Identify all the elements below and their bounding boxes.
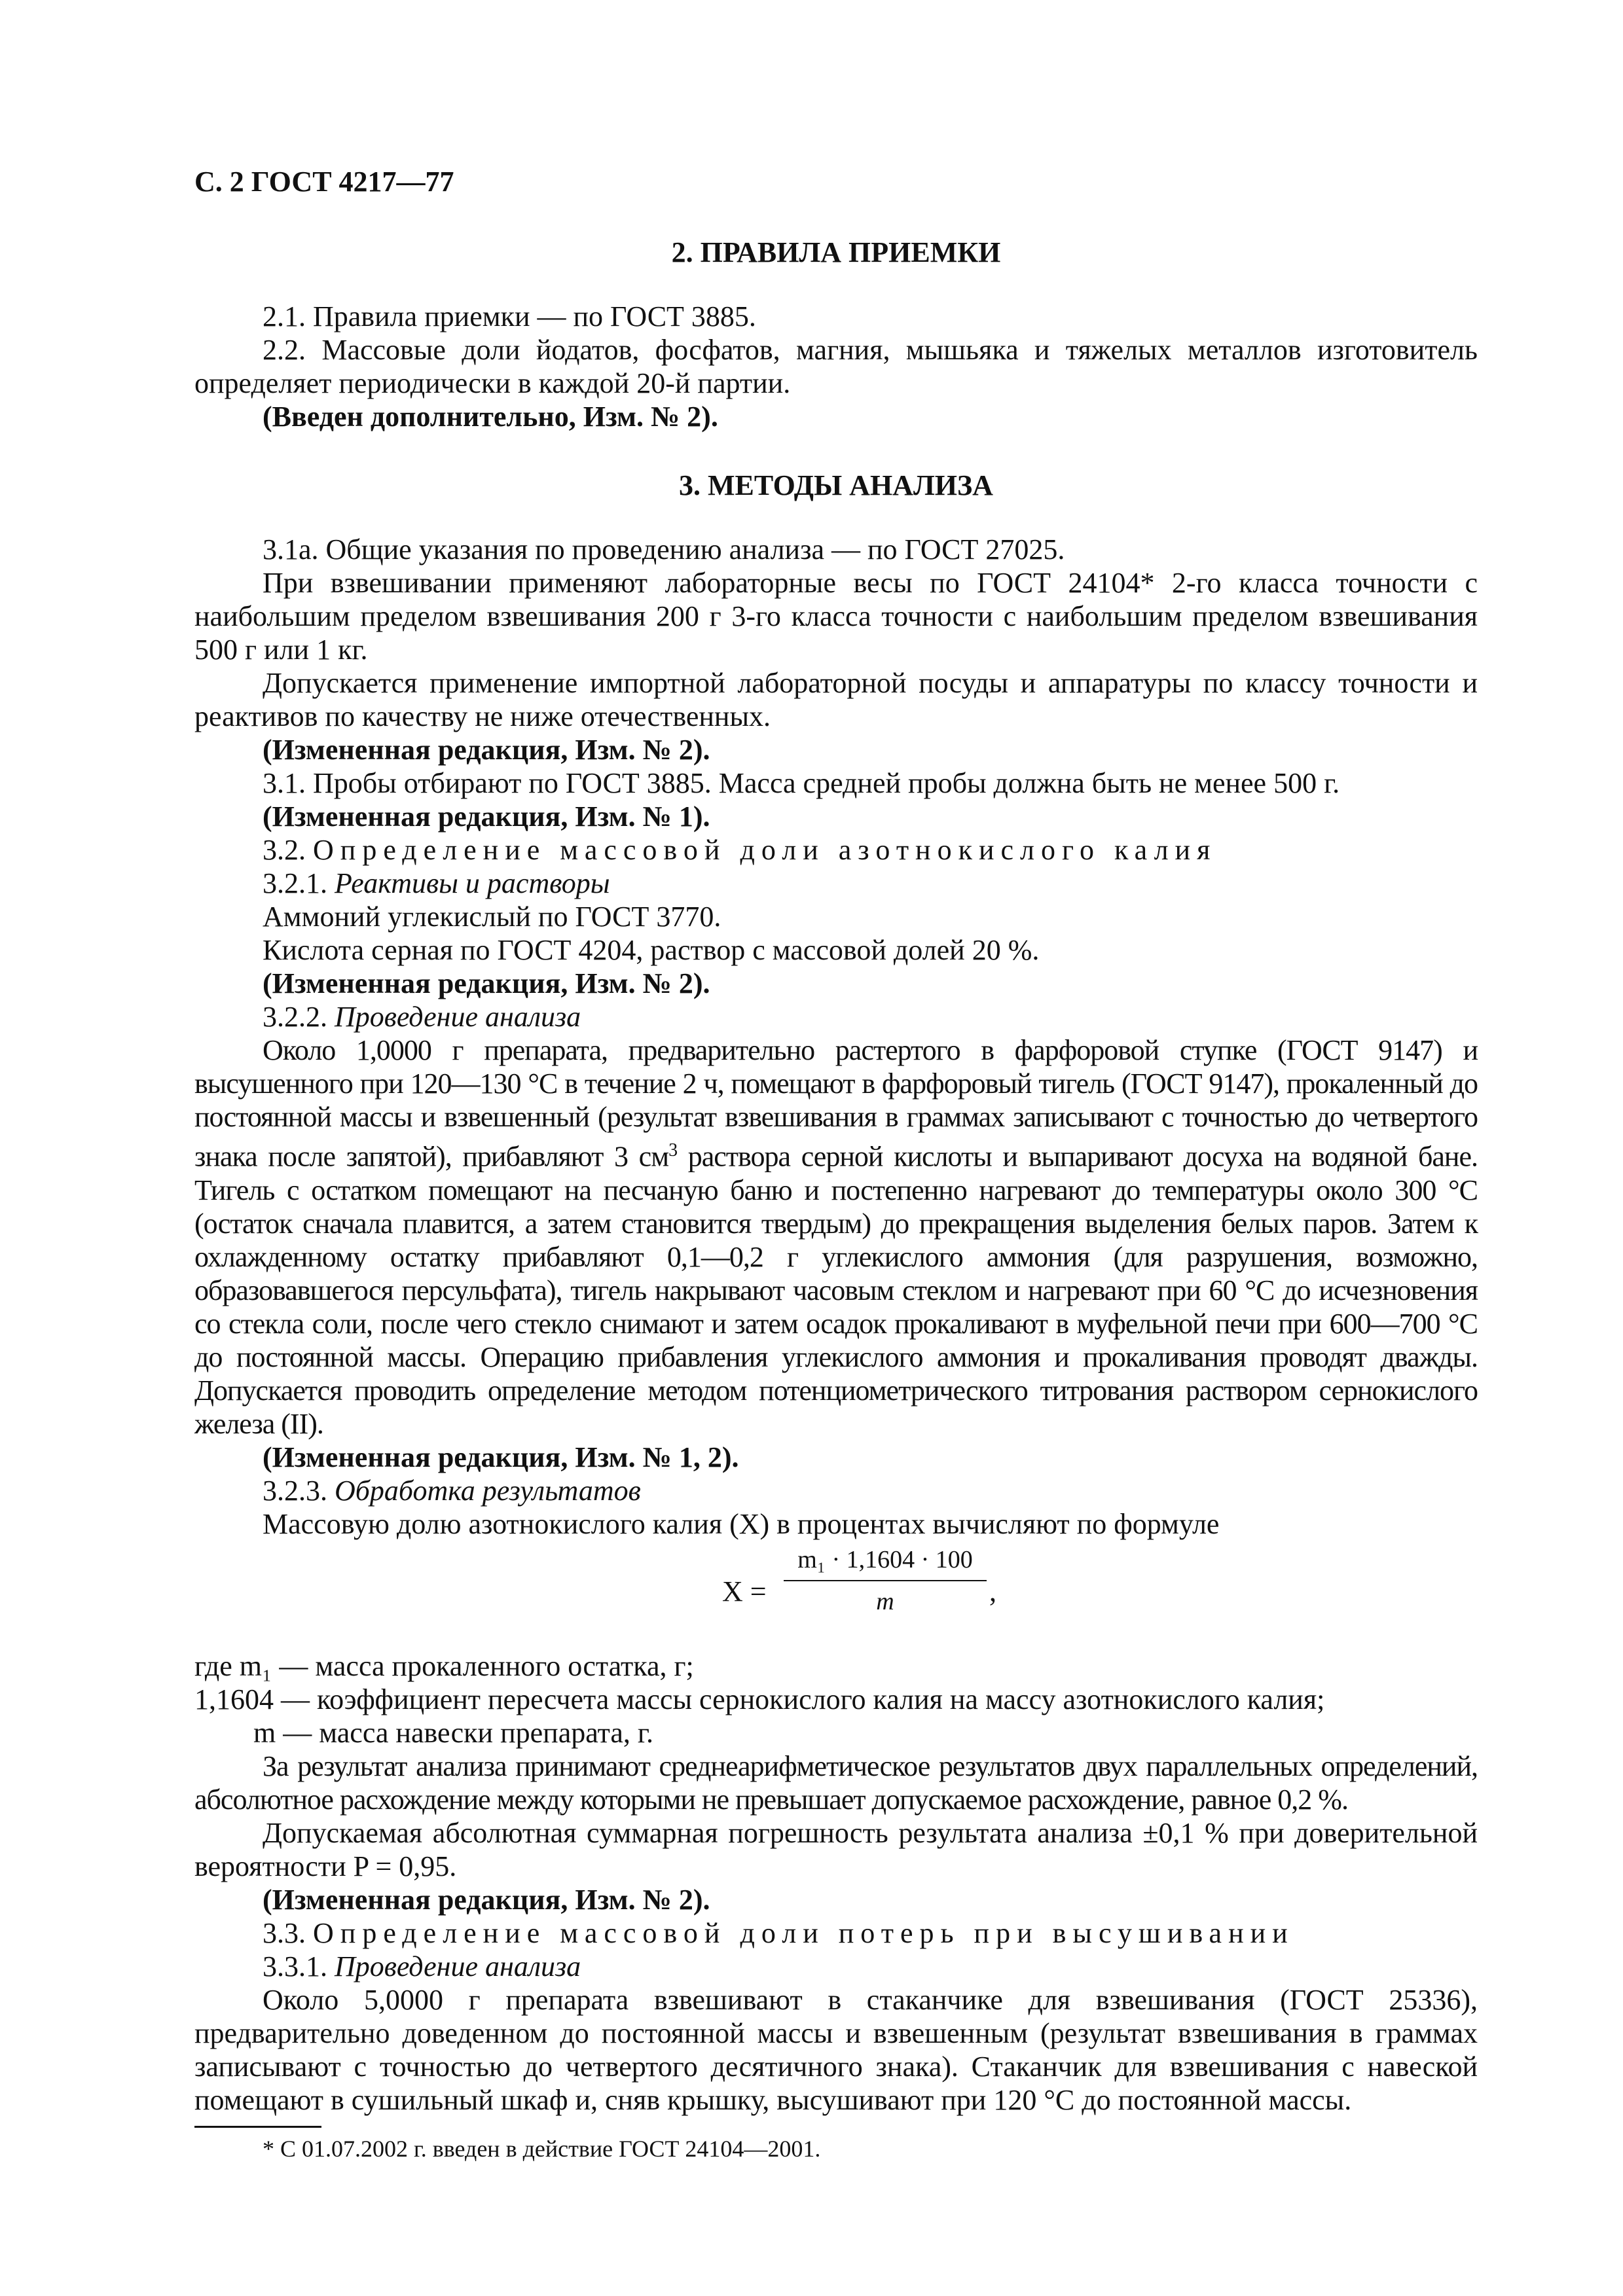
reagent-line: Аммоний углекислый по ГОСТ 3770. (263, 901, 721, 933)
clause-number: 3.2.3. (263, 1474, 327, 1507)
clause-number: 3.2. (263, 834, 306, 866)
clause-title: Обработка результатов (335, 1474, 641, 1507)
where-line: m — масса навески препарата, г. (253, 1716, 654, 1749)
paragraph-3-2-3 (194, 1474, 1478, 1507)
paragraph-procedure (194, 1033, 1478, 1441)
clause-number: 3.2.1. (263, 867, 327, 899)
amendment-note: (Введен дополнительно, Изм. № 2). (263, 401, 718, 433)
clause-number: 3.2.2. (263, 1001, 327, 1033)
clause-title: Определение массовой доли потерь при высушивании (313, 1916, 1294, 1949)
superscript: 3 (668, 1140, 678, 1160)
footnote-rule (194, 2126, 321, 2128)
clause-title: Определение массовой доли азотнокислого калия (313, 834, 1217, 866)
paragraph-3-1: 3.1. Пробы отбирают по ГОСТ 3885. Масса средней пробы должна быть не менее 500 г. (263, 767, 1340, 799)
where-line: где m₁ — масса прокаленного остатка, г; (194, 1649, 694, 1682)
clause-number: 3.3.1. (263, 1950, 327, 1982)
amendment-note: (Измененная редакция, Изм. № 1). (263, 800, 710, 833)
paragraph-3-1a: 3.1а. Общие указания по проведению анализа — по ГОСТ 27025. (263, 533, 1065, 565)
section-3-title: 3. МЕТОДЫ АНАЛИЗА (679, 469, 993, 501)
paragraph-3-2-2 (194, 1000, 1478, 1033)
amendment-note: (Измененная редакция, Изм. № 2). (263, 967, 710, 999)
formula-comma: , (989, 1575, 996, 1607)
where-line: 1,1604 — коэффициент пересчета массы сернокислого калия на массу азотнокислого калия; (194, 1683, 1325, 1715)
formula-numerator: m₁ · 1,1604 · 100 (797, 1545, 973, 1573)
paragraph-3-3 (194, 1916, 1478, 1950)
clause-title: Реактивы и растворы (335, 867, 610, 899)
paragraph-2-1: 2.1. Правила приемки — по ГОСТ 3885. (263, 300, 756, 332)
formula-denominator: m (876, 1587, 894, 1615)
formula-lhs: X = (722, 1575, 767, 1607)
paragraph-3-2 (194, 833, 1478, 867)
formula (194, 1542, 1478, 1647)
clause-number: 3.3. (263, 1916, 306, 1949)
paragraph-2-2: 2.2. Массовые доли йодатов, фосфатов, магния, мышьяка и тяжелых металлов изготовитель определяет периодически в каждой 20-й партии. (194, 334, 1478, 399)
paragraph-weighing: При взвешивании применяют лабораторные весы по ГОСТ 24104* 2-го класса точности с наибольшим пределом взвешивания 200 г 3-го класса точности с наибольшим пределом взвешивания 500 г или 1 кг. (194, 567, 1478, 666)
paragraph-3-3-1 (194, 1950, 1478, 1983)
paragraph-import: Допускается применение импортной лабораторной посуды и аппаратуры по классу точности и реактивов по качеству не ниже отечественных. (194, 667, 1478, 732)
section-2-title: 2. ПРАВИЛА ПРИЕМКИ (671, 236, 1001, 268)
paragraph-drying: Около 5,0000 г препарата взвешивают в стаканчике для взвешивания (ГОСТ 25336), предварительно доведенном до постоянной массы и взвешенным (результат взвешивания в граммах записывают с точностью до четвертого десятичного знака). Стаканчик для взвешивания с навеской помещают в сушильный шкаф и, сняв крышку, высушивают при 120 °С до постоянной массы. (194, 1983, 1478, 2116)
paragraph-result: За результат анализа принимают среднеарифметическое результатов двух параллельных определений, абсолютное расхождение между которыми не превышает допускаемое расхождение, равное 0,2 %. (194, 1749, 1478, 1816)
paragraph-3-2-1 (194, 867, 1478, 900)
procedure-text-b: раствора серной кислоты и выпаривают досуха на водяной бане. Тигель с остатком помещают на песчаную баню и постепенно нагревают до температуры около 300 °С (остаток сначала плавится, а затем становится твердым) до прекращения выделения белых паров. Затем к охлажденному остатку прибавляют 0,1—0,2 г углекислого аммония (для разрушения, возможно, образовавшегося персульфата), тигель накрывают часовым стеклом и нагревают при 60 °С до исчезновения со стекла соли, после чего стекло снимают и затем осадок прокаливают в муфельной печи при 600—700 °С до постоянной массы. Операцию прибавления углекислого аммония и прокаливания проводят дважды. Допускается проводить определение методом потенциометрического титрования раствором сернокислого железа (II). (194, 1140, 1478, 1440)
paragraph-error: Допускаемая абсолютная суммарная погрешность результата анализа ±0,1 % при доверительной вероятности P = 0,95. (194, 1816, 1478, 1882)
clause-title: Проведение анализа (335, 1950, 581, 1982)
formula-fraction (784, 1542, 987, 1619)
clause-title: Проведение анализа (335, 1001, 581, 1033)
document-page (194, 164, 1478, 2163)
formula-intro: Массовую долю азотнокислого калия (X) в процентах вычисляют по формуле (263, 1507, 1220, 1540)
amendment-note: (Измененная редакция, Изм. № 2). (263, 1883, 710, 1916)
footnote: * С 01.07.2002 г. введен в действие ГОСТ 24104—2001. (263, 2135, 821, 2162)
amendment-note: (Измененная редакция, Изм. № 1, 2). (263, 1441, 739, 1473)
reagent-line: Кислота серная по ГОСТ 4204, раствор с массовой долей 20 %. (263, 934, 1040, 966)
page-header: С. 2 ГОСТ 4217—77 (194, 166, 454, 198)
fraction-bar (784, 1580, 987, 1581)
amendment-note: (Измененная редакция, Изм. № 2). (263, 734, 710, 766)
procedure-text-a: Около 1,0000 г препарата, предварительно растертого в фарфоровой ступке (ГОСТ 9147) и высушенного при 120—130 °С в течение 2 ч, помещают в фарфоровый тигель (ГОСТ 9147), прокаленный до постоянной массы и взвешенный (результат взвешивания в граммах записывают с точностью до четвертого знака после запятой), прибавляют 3 см (194, 1034, 1478, 1173)
